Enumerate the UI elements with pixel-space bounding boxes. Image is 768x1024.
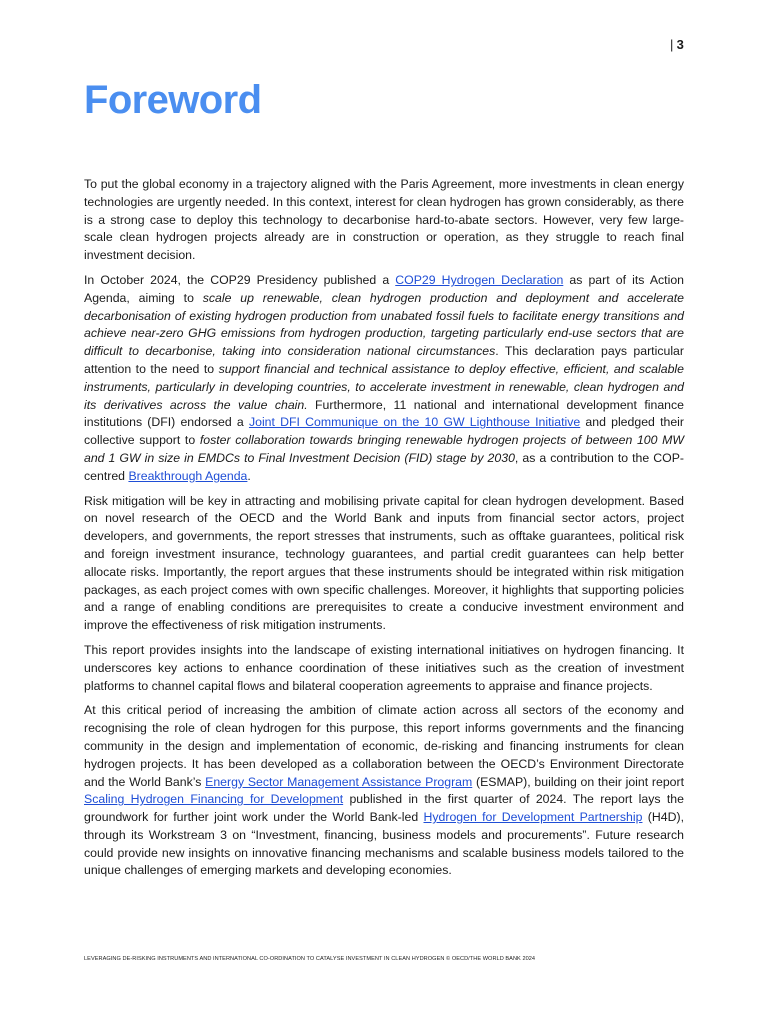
- paragraph-5: [84, 702, 684, 880]
- paragraph-2-text: , as a contribution to the COP-centred: [84, 450, 684, 483]
- breakthrough-agenda-link[interactable]: Breakthrough Agenda: [128, 468, 248, 483]
- paragraph-4: This report provides insights into the landscape of existing international initiatives on hydrogen financing. It underscores key actions to enhance coordination of these initiatives such as the creation of investment platforms to channel capital flows and bilateral cooperation agreements to appraise and finance projects.: [84, 642, 684, 693]
- paragraph-2-text: .: [247, 468, 251, 483]
- paragraph-2-quote: scale up renewable, clean hydrogen production and deployment and accelerate decarbonisation of existing hydrogen production from unabated fossil fuels to facilitate energy transitions and achieve near-zero GHG emissions from hydrogen production, targeting particularly end-use sectors that are difficult to decarbonise, taking into consideration national circumstances: [84, 290, 685, 359]
- paragraph-2-quote: support financial and technical assistance to deploy effective, efficient, and scalable instruments, particularly in developing countries, to accelerate investment in renewable, clean hydrogen and its derivatives across the value chain.: [84, 361, 684, 412]
- paragraph-2: [84, 272, 684, 486]
- paragraph-2-text: . This declaration pays particular attention to the need to: [84, 344, 684, 376]
- paragraph-2-quote: foster collaboration towards bringing renewable hydrogen projects of between 100 MW and 1 GW in size in EMDCs to Final Investment Decision (FID) stage by 2030: [84, 433, 684, 465]
- paragraph-2-text: and pledged their collective support to: [84, 415, 684, 448]
- cop29-hydrogen-declaration-link[interactable]: COP29 Hydrogen Declaration: [395, 272, 564, 287]
- page-number-separator: |: [669, 37, 674, 52]
- page-number-value: 3: [676, 37, 684, 52]
- page-footer: LEVERAGING DE-RISKING INSTRUMENTS AND INTERNATIONAL CO-ORDINATION TO CATALYSE INVESTMENT IN CLEAN HYDROGEN © OECD/THE WORLD BANK 2024: [84, 956, 536, 962]
- page-number: [670, 37, 684, 52]
- esmap-link[interactable]: Energy Sector Management Assistance Program: [205, 774, 473, 789]
- paragraph-5-text: published in the first quarter of 2024. The report lays the groundwork for further joint work under the World Bank-led: [84, 792, 684, 825]
- paragraph-3: Risk mitigation will be key in attracting and mobilising private capital for clean hydrogen development. Based on novel research of the OECD and the World Bank and inputs from financial sector actors, project developers, and governments, the report stresses that instruments, such as offtake guarantees, political risk and foreign investment insurance, technology guarantees, and partial credit guarantees can help better allocate risks. Importantly, the report argues that these instruments should be integrated within risk mitigation packages, as each project comes with own specific challenges. Moreover, it highlights that supporting policies and a range of enabling conditions are prerequisites to create a conducive investment environment and improve the effectiveness of risk mitigation instruments.: [84, 493, 684, 633]
- paragraph-2-text: In October 2024, the COP29 Presidency published a: [84, 272, 396, 287]
- paragraph-5-text: (H4D), through its Workstream 3 on “Investment, financing, business models and procurements”. Future research could provide new insights on innovative financing mechanisms and scalable business models tailored to the unique challenges of emerging markets and developing economies.: [84, 810, 684, 878]
- paragraph-2-text: as part of its Action Agenda, aiming to: [84, 272, 684, 305]
- paragraph-5-text: (ESMAP), building on their joint report: [472, 774, 685, 789]
- paragraph-5-text: At this critical period of increasing the ambition of climate action across all sectors of the economy and recognising the role of clean hydrogen for this purpose, this report informs governments and the financing community in the design and implementation of economic, de-risking and financing instruments for clean hydrogen projects. It has been developed as a collaboration between the OECD’s Environment Directorate and the World Bank’s: [84, 703, 684, 789]
- page-title: Foreword: [84, 78, 262, 122]
- foreword-body: [84, 176, 684, 887]
- scaling-hydrogen-financing-link[interactable]: Scaling Hydrogen Financing for Development: [84, 792, 344, 807]
- paragraph-2-text: Furthermore, 11 national and international development finance institutions (DFI) endorsed a: [84, 397, 684, 430]
- paragraph-1: To put the global economy in a trajectory aligned with the Paris Agreement, more investments in clean energy technologies are urgently needed. In this context, interest for clean hydrogen has grown considerably, as there is a strong case to deploy this technology to decarbonise hard-to-abate sectors. However, very few large-scale clean hydrogen projects already are in construction or operation, as they struggle to reach final investment decision.: [84, 177, 684, 263]
- joint-dfi-communique-link[interactable]: Joint DFI Communique on the 10 GW Lighthouse Initiative: [248, 415, 581, 430]
- h4d-partnership-link[interactable]: Hydrogen for Development Partnership: [423, 810, 643, 825]
